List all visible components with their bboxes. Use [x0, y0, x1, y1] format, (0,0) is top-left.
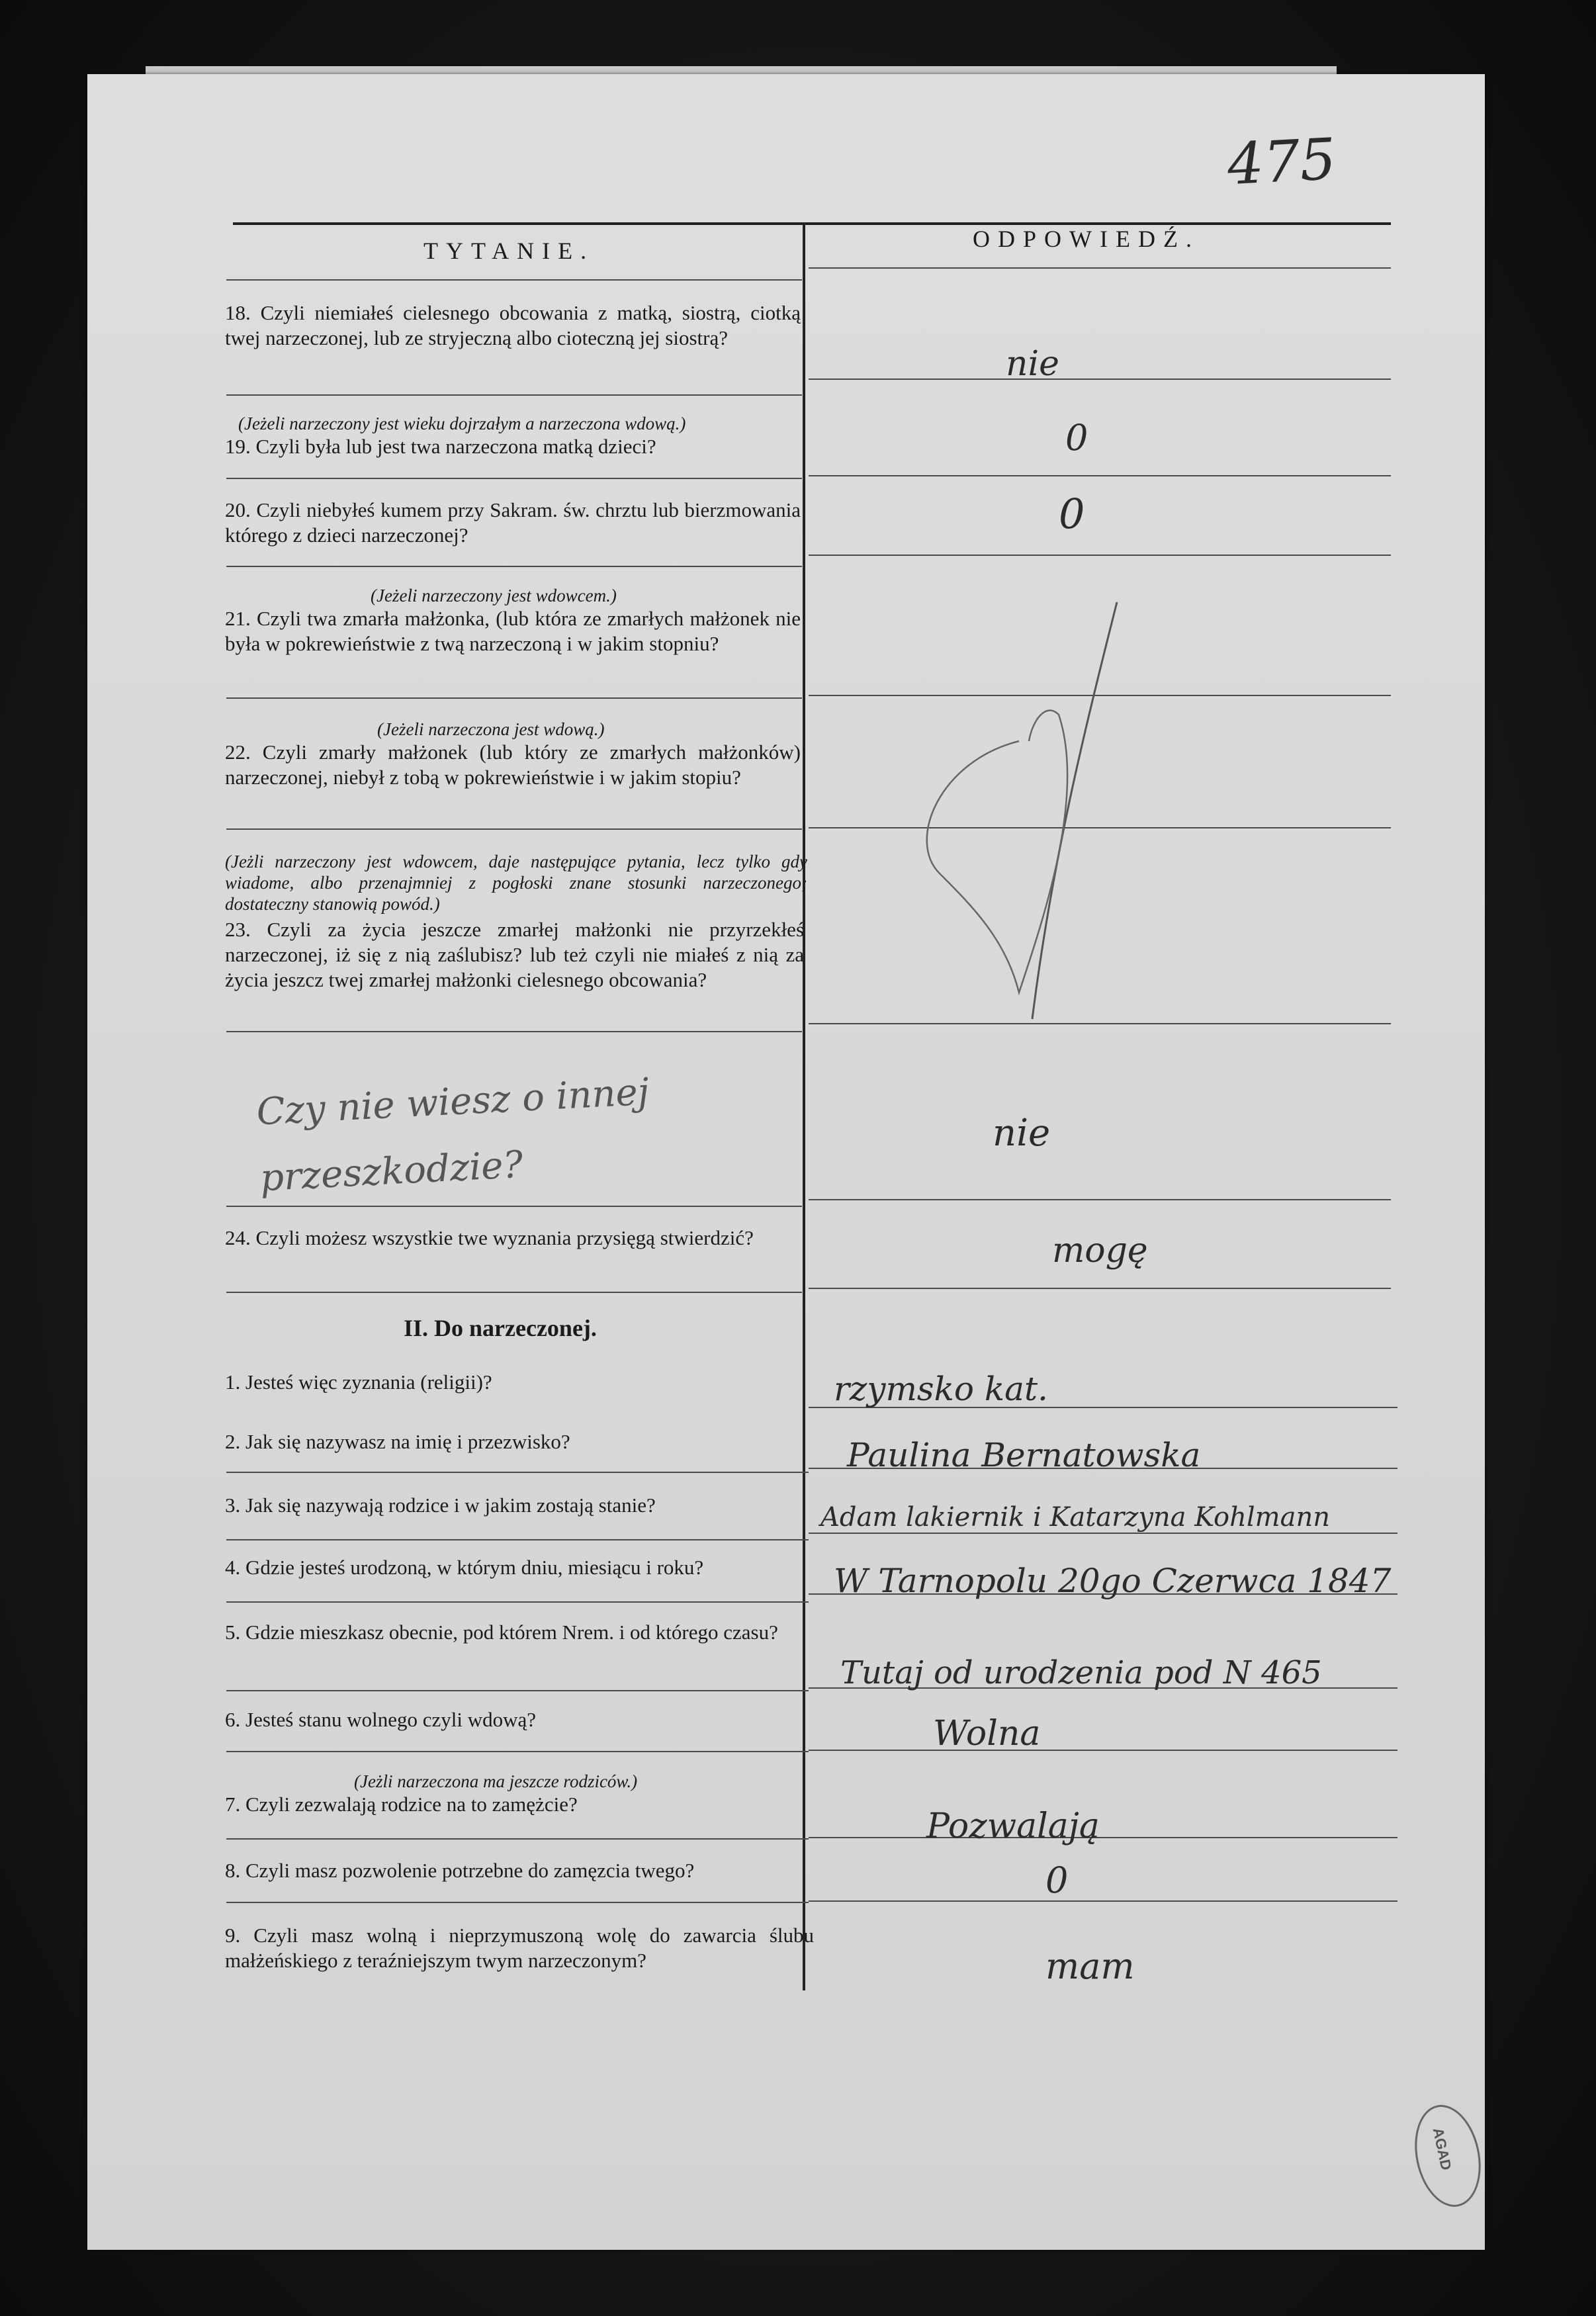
question-text: Czyli masz wolną i nieprzymuszoną wolę do zawarcia ślubu małżeńskiego z teraźniejszym twym narzeczonym? [225, 1924, 815, 1972]
header-answers: ODPOWIEDŹ. [973, 226, 1200, 252]
question-text: Czyli za życia jeszcze zmarłej małżonki nie przyrzekłeś narzeczonej, iż się z nią zaślubisz? lub też czyli nie miałeś z nią za życia jeszcz twej zmarłej małżonki cielesnego obcowania? [225, 918, 805, 991]
answer-p2-8: 0 [1045, 1859, 1069, 1901]
question-text: Czyli możesz wszystkie twe wyznania przysięgą stwierdzić? [255, 1226, 754, 1249]
question-23-note: (Jeżli narzeczony jest wdowcem, daje następujące pytania, lecz tylko gdy wiadome, albo przenajmniej z pogłoski znane stosunki narzeczonego; dostateczny stanowią powód.) [225, 852, 807, 914]
answer-p2-2: Paulina Bernatowska [847, 1436, 1201, 1474]
question-text: Czyli zezwalają rodzice na to zamężcie? [245, 1793, 578, 1816]
question-p2-7 [225, 1792, 807, 1817]
question-p2-9 [225, 1923, 814, 1973]
answer-p2-3: Adam lakiernik i Katarzyna Kohlmann [820, 1502, 1330, 1533]
question-text: Czyli niemiałeś cielesnego obcowania z matką, siostrą, ciotką twej narzeczonej, lub ze stryjeczną albo cioteczną jej siostrą? [225, 301, 801, 349]
answer-p2-9: mam [1045, 1945, 1135, 1987]
question-number: 20. [225, 498, 251, 521]
question-number: 24. [225, 1226, 251, 1249]
question-p2-3 [225, 1493, 807, 1518]
question-21-note: (Jeżeli narzeczony jest wdowcem.) [371, 586, 617, 605]
question-24 [225, 1225, 801, 1251]
answer-20: 0 [1059, 490, 1085, 538]
question-number: 18. [225, 301, 251, 324]
question-text: Czyli była lub jest twa narzeczona matką dzieci? [255, 435, 656, 458]
question-number: 1. [225, 1370, 241, 1394]
question-text: Czyli masz pozwolenie potrzebne do zamęzcia twego? [245, 1859, 695, 1882]
question-p2-5 [225, 1620, 807, 1645]
question-number: 3. [225, 1493, 241, 1517]
answer-19: 0 [1065, 417, 1088, 459]
answer-p2-1: rzymsko kat. [834, 1370, 1048, 1408]
question-number: 5. [225, 1621, 241, 1644]
question-p2-4 [225, 1555, 814, 1580]
question-p2-7-note: (Jeżli narzeczona ma jeszcze rodziców.) [354, 1771, 638, 1791]
question-number: 23. [225, 918, 251, 941]
section-2-title: II. Do narzeczonej. [404, 1315, 597, 1341]
question-text: Jak się nazywają rodzice i w jakim zostają stanie? [245, 1493, 656, 1517]
question-text: Jesteś więc zyznania (religii)? [245, 1370, 492, 1394]
question-number: 4. [225, 1556, 241, 1579]
handwritten-extra-question: Czy nie wiesz o innej przeszkodzie? [255, 1070, 650, 1200]
stamp-text: AGAD [1429, 2126, 1455, 2172]
question-number: 6. [225, 1708, 241, 1731]
question-number: 21. [225, 607, 251, 630]
question-22-note: (Jeżeli narzeczona jest wdową.) [377, 719, 605, 739]
answer-18: nie [1006, 344, 1059, 384]
answer-p2-4: W Tarnopolu 20go Czerwca 1847 [834, 1562, 1392, 1600]
question-text: Jesteś stanu wolnego czyli wdową? [245, 1708, 537, 1731]
question-19-note: (Jeżeli narzeczony jest wieku dojrzałym a narzeczona wdową.) [238, 414, 686, 433]
page-number: 475 [1225, 126, 1338, 199]
question-p2-6 [225, 1707, 807, 1732]
question-number: 2. [225, 1430, 241, 1453]
answer-p2-7: Pozwalają [926, 1806, 1100, 1846]
question-number: 22. [225, 740, 251, 764]
answer-extra: nie [993, 1112, 1051, 1155]
question-p2-2 [225, 1429, 807, 1454]
question-text: Jak się nazywasz na imię i przezwisko? [245, 1430, 570, 1453]
header-questions: TYTANIE. [423, 238, 595, 264]
question-number: 8. [225, 1859, 241, 1882]
question-number: 7. [225, 1793, 241, 1816]
question-text: Czyli zmarły małżonek (lub który ze zmarłych małżonków) narzeczonej, niebył z tobą w pokrewieństwie i w jakim stopiu? [225, 740, 801, 789]
question-p2-8 [225, 1858, 814, 1883]
question-text: Czyli twa zmarła małżonka, (lub która ze zmarłych małżonek nie była w pokrewieństwie z twą narzeczoną i w jakim stopniu? [225, 607, 801, 655]
answer-24: mogę [1052, 1231, 1148, 1270]
question-text: Czyli niebyłeś kumem przy Sakram. św. chrztu lub bierzmowania którego z dzieci narzeczonej? [225, 498, 801, 547]
question-text: Gdzie mieszkasz obecnie, pod którem Nrem. i od którego czasu? [245, 1621, 778, 1644]
question-text: Gdzie jesteś urodzoną, w którym dniu, miesiącu i roku? [245, 1556, 704, 1579]
question-number: 19. [225, 435, 251, 458]
question-p2-1 [225, 1370, 807, 1395]
answer-p2-5: Tutaj od urodzenia pod N 465 [840, 1654, 1322, 1691]
question-number: 9. [225, 1924, 241, 1947]
answer-p2-6: Wolna [933, 1714, 1041, 1754]
